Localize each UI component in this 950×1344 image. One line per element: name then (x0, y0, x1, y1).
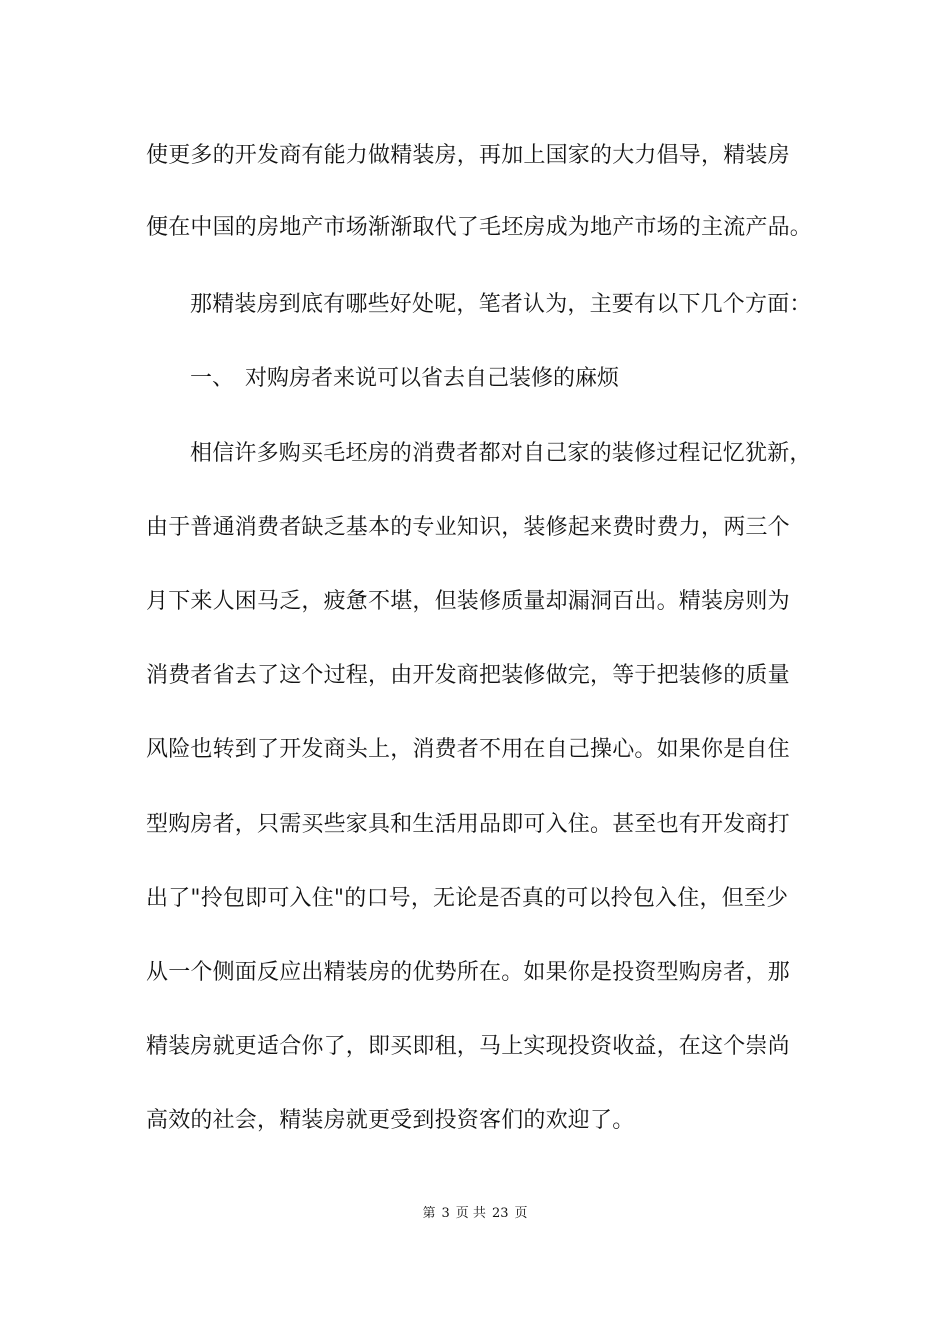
paragraph-line: 月下来人困马乏，疲惫不堪，但装修质量却漏洞百出。精装房则为 (146, 589, 790, 614)
page-footer (0, 1205, 950, 1223)
paragraph-line: 那精装房到底有哪些好处呢，笔者认为，主要有以下几个方面： (190, 292, 812, 317)
footer-suffix: 页 (514, 1206, 528, 1221)
paragraph-line: 出了"拎包即可入住"的口号，无论是否真的可以拎包入住，但至少 (146, 886, 789, 911)
paragraph-line: 使更多的开发商有能力做精装房，再加上国家的大力倡导，精装房 (146, 143, 790, 168)
paragraph-line: 高效的社会，精装房就更受到投资客们的欢迎了。 (146, 1108, 635, 1133)
section-heading-text: 对购房者来说可以省去自己装修的麻烦 (245, 366, 620, 391)
footer-total-pages: 23 (491, 1206, 509, 1221)
paragraph-line: 消费者省去了这个过程，由开发商把装修做完，等于把装修的质量 (146, 663, 790, 688)
footer-current-page: 3 (441, 1206, 450, 1221)
footer-middle: 页 共 (455, 1206, 486, 1221)
paragraph-line: 型购房者，只需买些家具和生活用品即可入住。甚至也有开发商打 (146, 812, 790, 837)
paragraph-line: 精装房就更适合你了，即买即租，马上实现投资收益，在这个崇尚 (146, 1034, 790, 1059)
footer-prefix: 第 (422, 1206, 436, 1221)
paragraph-line: 便在中国的房地产市场渐渐取代了毛坯房成为地产市场的主流产品。 (146, 215, 813, 240)
paragraph-line: 风险也转到了开发商头上，消费者不用在自己操心。如果你是自住 (146, 737, 790, 762)
paragraph-line: 相信许多购买毛坯房的消费者都对自己家的装修过程记忆犹新， (190, 441, 812, 466)
paragraph-line: 从一个侧面反应出精装房的优势所在。如果你是投资型购房者，那 (146, 960, 790, 985)
section-heading-number: 一、 (190, 366, 235, 391)
paragraph-line: 由于普通消费者缺乏基本的专业知识，装修起来费时费力，两三个 (146, 515, 790, 540)
